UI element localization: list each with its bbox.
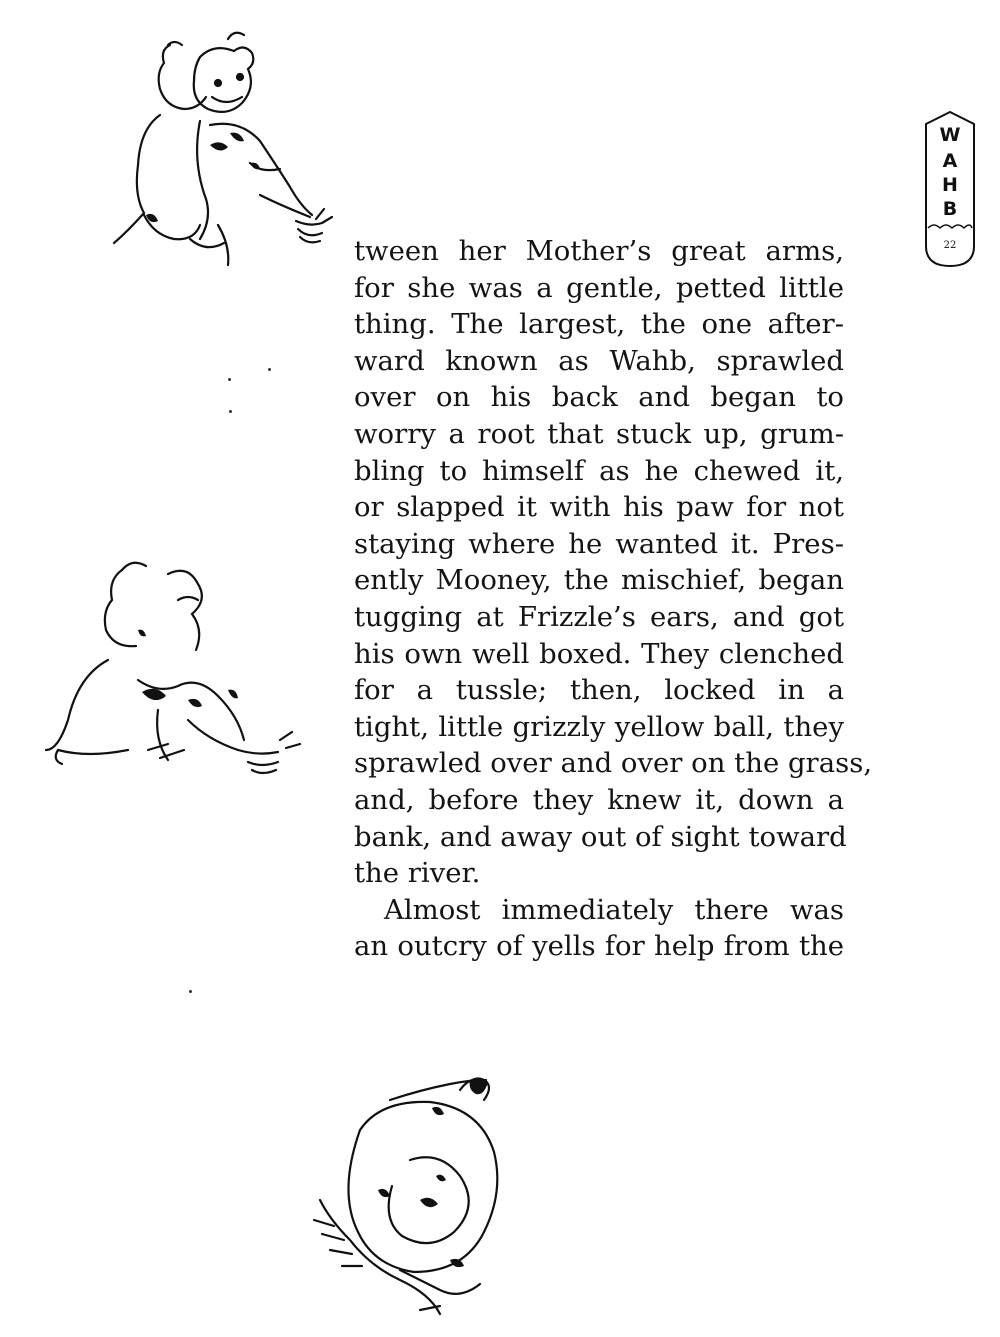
wrestling-cubs-illustration xyxy=(38,550,308,785)
emblem-letter-w: W xyxy=(939,124,961,146)
text-line: the river. xyxy=(354,857,481,890)
speck xyxy=(268,368,271,371)
speck xyxy=(189,990,192,993)
text-line: or slapped it with his paw for not xyxy=(354,491,844,524)
text-line: bling to himself as he chewed it, xyxy=(354,454,844,487)
speck xyxy=(228,378,231,381)
text-line: staying where he wanted it. Pres- xyxy=(354,527,844,560)
text-line: ward known as Wahb, sprawled xyxy=(354,344,844,377)
text-line: tight, little grizzly yellow ball, they xyxy=(354,710,844,743)
text-line: and, before they knew it, down a xyxy=(354,783,844,816)
text-line: thing. The largest, the one after- xyxy=(354,308,844,341)
text-line: ently Mooney, the mischief, began xyxy=(354,564,844,597)
paragraph-two-line: an outcry of yells for help from the xyxy=(354,930,844,963)
emblem-letter-a: A xyxy=(942,150,958,172)
text-line: for she was a gentle, petted little xyxy=(354,271,844,304)
body-text xyxy=(354,233,873,965)
text-line: worry a root that stuck up, grum- xyxy=(354,417,844,450)
text-line: tween her Mother’s great arms, xyxy=(354,235,844,267)
hugging-cubs-illustration xyxy=(100,25,350,275)
wahb-emblem xyxy=(922,110,978,270)
speck xyxy=(229,410,232,413)
text-line: tugging at Frizzle’s ears, and got xyxy=(354,600,844,633)
text-line: his own well boxed. They clenched xyxy=(354,637,844,670)
emblem-letter-b: B xyxy=(942,198,958,220)
emblem-letter-h: H xyxy=(942,174,958,196)
text-line: for a tussle; then, locked in a xyxy=(354,674,844,707)
text-line: sprawled over and over on the grass, xyxy=(354,747,873,780)
text-line: bank, and away out of sight toward xyxy=(354,820,847,853)
rolling-cubs-illustration xyxy=(300,1070,530,1330)
paragraph-two-line: Almost immediately there was xyxy=(384,893,844,926)
text-line: over on his back and began to xyxy=(354,381,844,414)
page-number: 22 xyxy=(943,240,957,251)
